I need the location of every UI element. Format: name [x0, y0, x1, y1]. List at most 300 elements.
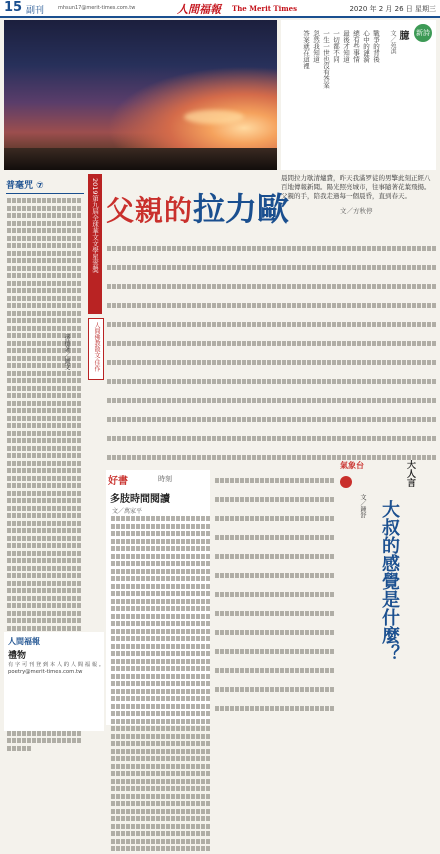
fine-print-glyph — [136, 764, 140, 769]
fine-print-glyph — [330, 687, 334, 692]
fine-print-glyph — [161, 614, 165, 619]
fine-print-glyph — [156, 704, 160, 709]
fine-print-glyph — [7, 356, 11, 361]
fine-print-glyph — [152, 455, 156, 460]
fine-print-glyph — [146, 831, 150, 836]
fine-print-glyph — [152, 436, 156, 441]
fine-print-glyph — [12, 371, 16, 376]
fine-print-glyph — [196, 831, 200, 836]
fine-print-glyph — [27, 611, 31, 616]
fine-print-glyph — [137, 379, 141, 384]
fine-print-glyph — [136, 824, 140, 829]
fine-print-glyph — [290, 649, 294, 654]
fine-print-glyph — [167, 341, 171, 346]
fine-print-glyph — [117, 303, 121, 308]
fine-print-glyph — [307, 455, 311, 460]
fine-print-glyph — [166, 554, 170, 559]
fine-print-glyph — [126, 546, 130, 551]
fine-print-glyph — [297, 341, 301, 346]
fine-print-glyph — [37, 581, 41, 586]
fine-print-glyph — [42, 566, 46, 571]
fine-print-glyph — [277, 341, 281, 346]
fine-print-glyph — [77, 341, 81, 346]
fine-print-glyph — [107, 379, 111, 384]
fine-print-glyph — [290, 611, 294, 616]
fine-print-glyph — [141, 794, 145, 799]
fine-print-glyph — [137, 303, 141, 308]
fine-print-glyph — [111, 539, 115, 544]
fine-print-glyph — [181, 704, 185, 709]
fine-print-glyph — [42, 228, 46, 233]
fine-print-glyph — [327, 246, 331, 251]
fine-print-glyph — [172, 246, 176, 251]
fine-print-glyph — [176, 524, 180, 529]
fine-print-glyph — [176, 584, 180, 589]
fine-print-glyph — [27, 371, 31, 376]
fine-print-glyph — [317, 379, 321, 384]
fine-print-glyph — [257, 284, 261, 289]
fine-print-glyph — [191, 741, 195, 746]
fine-print-glyph — [122, 398, 126, 403]
fine-print-glyph — [12, 476, 16, 481]
fine-print-glyph — [397, 360, 401, 365]
fine-print-glyph — [42, 626, 46, 631]
fine-print-glyph — [121, 614, 125, 619]
fine-print-glyph — [176, 516, 180, 521]
fine-print-glyph — [32, 363, 36, 368]
fine-print-glyph — [197, 455, 201, 460]
fine-print-glyph — [255, 592, 259, 597]
fine-print-glyph — [12, 401, 16, 406]
fine-print-glyph — [136, 756, 140, 761]
fine-print-glyph — [352, 284, 356, 289]
fine-print-glyph — [37, 273, 41, 278]
fine-print-glyph — [112, 417, 116, 422]
fine-print-glyph — [250, 649, 254, 654]
fine-print-glyph — [250, 554, 254, 559]
fine-print-glyph — [17, 603, 21, 608]
fine-print-glyph — [22, 243, 26, 248]
fine-print-glyph — [192, 436, 196, 441]
fine-print-glyph — [7, 543, 11, 548]
fine-print-glyph — [77, 738, 81, 743]
fine-print-glyph — [7, 521, 11, 526]
fine-print-glyph — [217, 322, 221, 327]
fine-print-glyph — [191, 591, 195, 596]
fine-print-glyph — [121, 846, 125, 851]
fine-print-glyph — [167, 417, 171, 422]
fine-print-glyph — [181, 681, 185, 686]
fine-print-glyph — [126, 801, 130, 806]
fine-print-glyph — [72, 416, 76, 421]
fine-print-glyph — [247, 246, 251, 251]
fine-print-glyph — [171, 614, 175, 619]
fine-print-glyph — [57, 498, 61, 503]
fine-print-glyph — [237, 341, 241, 346]
fine-print-glyph — [172, 379, 176, 384]
fine-print-glyph — [57, 333, 61, 338]
fine-print-glyph — [320, 649, 324, 654]
fine-print-glyph — [42, 213, 46, 218]
fine-print-glyph — [37, 618, 41, 623]
fine-print-glyph — [62, 281, 66, 286]
fine-print-glyph — [32, 521, 36, 526]
fine-print-glyph — [176, 576, 180, 581]
fine-print-glyph — [47, 348, 51, 353]
fine-print-glyph — [230, 497, 234, 502]
fine-print-glyph — [157, 303, 161, 308]
fine-print-glyph — [181, 696, 185, 701]
fine-print-glyph — [57, 423, 61, 428]
fine-print-glyph — [126, 569, 130, 574]
fine-print-glyph — [206, 606, 210, 611]
fine-print-glyph — [156, 659, 160, 664]
fine-print-glyph — [225, 516, 229, 521]
fine-print-glyph — [320, 687, 324, 692]
fine-print-glyph — [427, 265, 431, 270]
fine-print-glyph — [202, 284, 206, 289]
fine-print-glyph — [42, 453, 46, 458]
fine-print-glyph — [116, 696, 120, 701]
fine-print-glyph — [117, 341, 121, 346]
fine-print-glyph — [166, 741, 170, 746]
fine-print-glyph — [67, 581, 71, 586]
fine-print-glyph — [197, 379, 201, 384]
fine-print-glyph — [255, 554, 259, 559]
fine-print-glyph — [22, 296, 26, 301]
fine-print-glyph — [432, 360, 436, 365]
fine-print-glyph — [131, 779, 135, 784]
fine-print-glyph — [307, 398, 311, 403]
fine-print-glyph — [27, 521, 31, 526]
fine-print-glyph — [77, 626, 81, 631]
fine-print-glyph — [417, 322, 421, 327]
fine-print-glyph — [112, 284, 116, 289]
fine-print-glyph — [417, 360, 421, 365]
fine-print-glyph — [317, 284, 321, 289]
fine-print-glyph — [201, 629, 205, 634]
fine-print-glyph — [7, 603, 11, 608]
fine-print-glyph — [166, 621, 170, 626]
fine-print-glyph — [325, 535, 329, 540]
fine-print-glyph — [191, 711, 195, 716]
fine-print-glyph — [172, 436, 176, 441]
fine-print-glyph — [42, 423, 46, 428]
fine-print-glyph — [47, 573, 51, 578]
fine-print-glyph — [337, 398, 341, 403]
fine-print-glyph — [167, 284, 171, 289]
fine-print-glyph — [222, 284, 226, 289]
fine-print-glyph — [186, 786, 190, 791]
fine-print-glyph — [141, 809, 145, 814]
fine-print-glyph — [116, 689, 120, 694]
fine-print-glyph — [412, 398, 416, 403]
fine-print-glyph — [166, 786, 170, 791]
fine-print-glyph — [330, 516, 334, 521]
fine-print-glyph — [171, 629, 175, 634]
fine-print-glyph — [290, 478, 294, 483]
fine-print-glyph — [181, 801, 185, 806]
fine-print-glyph — [225, 573, 229, 578]
fine-print-glyph — [151, 711, 155, 716]
fine-print-glyph — [107, 417, 111, 422]
article-title — [106, 184, 336, 232]
fine-print-glyph — [267, 284, 271, 289]
fine-print-glyph — [37, 213, 41, 218]
fine-print-glyph — [126, 659, 130, 664]
fine-print-glyph — [322, 265, 326, 270]
article-continuation — [214, 470, 334, 725]
fine-print-glyph — [122, 417, 126, 422]
reading-title: 多肢時間閱讀 — [110, 490, 170, 505]
fine-print-glyph — [132, 360, 136, 365]
column-author: 孫德著／圖文 — [62, 334, 70, 370]
fine-print-glyph — [32, 258, 36, 263]
fine-print-glyph — [131, 569, 135, 574]
fine-print-glyph — [432, 398, 436, 403]
fine-print-glyph — [57, 551, 61, 556]
fine-print-glyph — [62, 476, 66, 481]
fine-print-glyph — [42, 468, 46, 473]
fine-print-glyph — [397, 284, 401, 289]
fine-print-glyph — [32, 738, 36, 743]
fine-print-glyph — [67, 506, 71, 511]
fine-print-glyph — [302, 398, 306, 403]
fine-print-glyph — [126, 756, 130, 761]
fine-print-glyph — [151, 659, 155, 664]
fine-print-glyph — [57, 626, 61, 631]
fine-print-glyph — [242, 322, 246, 327]
fine-print-glyph — [72, 453, 76, 458]
fine-print-glyph — [77, 558, 81, 563]
fine-print-glyph — [72, 393, 76, 398]
fine-print-glyph — [427, 360, 431, 365]
fine-print-glyph — [176, 779, 180, 784]
fine-print-glyph — [181, 524, 185, 529]
fine-print-glyph — [47, 243, 51, 248]
fine-print-glyph — [57, 738, 61, 743]
fine-print-glyph — [307, 284, 311, 289]
fine-print-glyph — [225, 611, 229, 616]
fine-print-glyph — [116, 786, 120, 791]
fine-print-glyph — [151, 621, 155, 626]
fine-print-glyph — [116, 749, 120, 754]
fine-print-glyph — [147, 322, 151, 327]
fine-print-glyph — [240, 554, 244, 559]
fine-print-glyph — [322, 303, 326, 308]
fine-print-glyph — [240, 478, 244, 483]
fine-print-glyph — [315, 630, 319, 635]
fine-print-glyph — [111, 809, 115, 814]
fine-print-glyph — [57, 198, 61, 203]
fine-print-glyph — [181, 734, 185, 739]
fine-print-glyph — [156, 629, 160, 634]
fine-print-glyph — [146, 794, 150, 799]
fine-print-glyph — [67, 476, 71, 481]
fine-print-glyph — [7, 446, 11, 451]
fine-print-glyph — [67, 596, 71, 601]
fine-print-glyph — [202, 398, 206, 403]
fine-print-glyph — [22, 386, 26, 391]
fine-print-glyph — [116, 764, 120, 769]
fine-print-glyph — [62, 551, 66, 556]
fine-print-glyph — [267, 341, 271, 346]
fine-print-glyph — [247, 398, 251, 403]
fine-print-glyph — [201, 839, 205, 844]
fine-print-glyph — [392, 265, 396, 270]
fine-print-glyph — [156, 606, 160, 611]
fine-print-glyph — [372, 246, 376, 251]
fine-print-glyph — [146, 704, 150, 709]
fine-print-glyph — [22, 468, 26, 473]
fine-print-glyph — [300, 630, 304, 635]
fine-print-glyph — [127, 284, 131, 289]
fine-print-glyph — [206, 651, 210, 656]
fine-print-glyph — [27, 423, 31, 428]
fine-print-glyph — [126, 516, 130, 521]
fine-print-glyph — [427, 341, 431, 346]
fine-print-glyph — [312, 360, 316, 365]
fine-print-glyph — [217, 360, 221, 365]
fine-print-glyph — [77, 551, 81, 556]
fine-print-glyph — [161, 516, 165, 521]
fine-print-glyph — [7, 408, 11, 413]
fine-print-glyph — [136, 786, 140, 791]
fine-print-glyph — [325, 725, 329, 726]
fine-print-glyph — [171, 726, 175, 731]
fine-print-glyph — [67, 558, 71, 563]
fine-print-glyph — [362, 379, 366, 384]
fine-print-glyph — [191, 771, 195, 776]
fine-print-glyph — [146, 674, 150, 679]
fine-print-glyph — [181, 809, 185, 814]
fine-print-glyph — [171, 524, 175, 529]
fine-print-glyph — [176, 644, 180, 649]
fine-print-glyph — [222, 303, 226, 308]
fine-print-glyph — [372, 417, 376, 422]
fine-print-glyph — [182, 436, 186, 441]
fine-print-glyph — [197, 417, 201, 422]
fine-print-glyph — [47, 198, 51, 203]
fine-print-glyph — [17, 453, 21, 458]
fine-print-glyph — [42, 416, 46, 421]
fine-print-glyph — [151, 756, 155, 761]
fine-print-glyph — [47, 521, 51, 526]
fine-print-glyph — [397, 265, 401, 270]
fine-print-glyph — [111, 606, 115, 611]
fine-print-glyph — [47, 468, 51, 473]
fine-print-glyph — [151, 749, 155, 754]
fine-print-glyph — [357, 303, 361, 308]
fine-print-glyph — [176, 846, 180, 851]
fine-print-glyph — [7, 371, 11, 376]
fine-print-glyph — [37, 318, 41, 323]
fine-print-glyph — [186, 644, 190, 649]
fine-print-glyph — [121, 794, 125, 799]
fine-print-glyph — [240, 516, 244, 521]
fine-print-glyph — [272, 379, 276, 384]
fine-print-glyph — [337, 303, 341, 308]
fine-print-glyph — [62, 288, 66, 293]
fine-print-glyph — [206, 816, 210, 821]
fine-print-glyph — [166, 681, 170, 686]
fine-print-glyph — [42, 386, 46, 391]
fine-print-glyph — [367, 360, 371, 365]
fine-print-glyph — [17, 618, 21, 623]
fine-print-glyph — [27, 483, 31, 488]
fine-print-glyph — [201, 621, 205, 626]
fine-print-glyph — [332, 398, 336, 403]
fine-print-glyph — [7, 528, 11, 533]
fine-print-glyph — [141, 629, 145, 634]
fine-print-glyph — [197, 341, 201, 346]
fine-print-glyph — [47, 558, 51, 563]
fine-print-glyph — [156, 689, 160, 694]
fine-print-glyph — [300, 516, 304, 521]
fine-print-glyph — [172, 398, 176, 403]
fine-print-glyph — [17, 423, 21, 428]
fine-print-glyph — [186, 539, 190, 544]
fine-print-glyph — [191, 629, 195, 634]
fine-print-glyph — [22, 348, 26, 353]
fine-print-glyph — [7, 401, 11, 406]
fine-print-glyph — [52, 566, 56, 571]
fine-print-glyph — [181, 614, 185, 619]
fine-print-glyph — [42, 206, 46, 211]
fine-print-glyph — [282, 379, 286, 384]
fine-print-glyph — [307, 341, 311, 346]
fine-print-glyph — [136, 831, 140, 836]
fine-print-glyph — [146, 539, 150, 544]
fine-print-glyph — [57, 438, 61, 443]
fine-print-glyph — [287, 341, 291, 346]
email-link[interactable]: mhsun17@merit-times.com.tw — [58, 5, 135, 11]
fine-print-glyph — [187, 360, 191, 365]
fine-print-glyph — [131, 816, 135, 821]
fine-print-glyph — [37, 588, 41, 593]
fine-print-glyph — [402, 341, 406, 346]
fine-print-glyph — [57, 213, 61, 218]
fine-print-glyph — [270, 554, 274, 559]
fine-print-glyph — [111, 599, 115, 604]
fine-print-glyph — [290, 687, 294, 692]
fine-print-glyph — [32, 476, 36, 481]
fine-print-glyph — [37, 543, 41, 548]
fine-print-glyph — [245, 497, 249, 502]
fine-print-glyph — [47, 423, 51, 428]
fine-print-glyph — [52, 416, 56, 421]
fine-print-glyph — [282, 417, 286, 422]
fine-print-glyph — [352, 265, 356, 270]
fine-print-glyph — [37, 423, 41, 428]
fine-print-glyph — [285, 725, 289, 726]
fine-print-glyph — [377, 246, 381, 251]
fine-print-glyph — [285, 497, 289, 502]
fine-print-glyph — [42, 543, 46, 548]
fine-print-glyph — [122, 284, 126, 289]
fine-print-glyph — [121, 764, 125, 769]
fine-print-glyph — [42, 581, 46, 586]
fine-print-glyph — [47, 341, 51, 346]
fine-print-glyph — [156, 651, 160, 656]
fine-print-glyph — [52, 213, 56, 218]
fine-print-glyph — [47, 588, 51, 593]
fine-print-glyph — [32, 281, 36, 286]
fine-print-glyph — [111, 741, 115, 746]
fine-print-glyph — [12, 341, 16, 346]
fine-print-glyph — [255, 725, 259, 726]
fine-print-glyph — [122, 303, 126, 308]
